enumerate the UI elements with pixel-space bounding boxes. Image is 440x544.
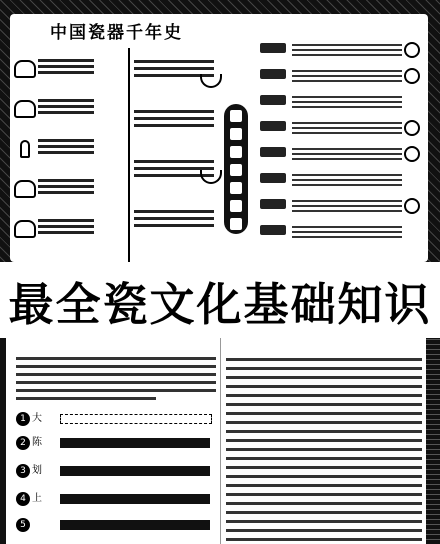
section-number: 3 xyxy=(16,464,30,478)
bowl-icon xyxy=(200,74,222,88)
right-edge-border xyxy=(426,338,440,544)
headline-band xyxy=(0,262,440,338)
left-edge-border xyxy=(0,338,6,544)
section-number: 1 xyxy=(16,412,30,426)
ceramic-thumbnail-icon xyxy=(14,60,36,78)
right-column xyxy=(260,40,420,262)
poster-image xyxy=(0,0,440,262)
timeline-row xyxy=(10,134,140,174)
section-number: 5 xyxy=(16,518,30,532)
section-label: 大 xyxy=(32,413,42,424)
vessel-icon xyxy=(404,120,420,136)
ceramic-thumbnail-icon xyxy=(14,220,36,238)
right-text-column xyxy=(226,352,422,544)
section-item xyxy=(16,490,216,512)
intro-paragraph xyxy=(16,352,216,405)
section-label: 陈 xyxy=(32,437,42,448)
section-item xyxy=(16,516,216,538)
poster-panel xyxy=(10,14,428,262)
poster-title: 中国瓷器千年史 xyxy=(50,23,183,43)
timeline-row xyxy=(10,54,140,94)
vessel-icon xyxy=(404,42,420,58)
ceramic-thumbnail-icon xyxy=(14,100,36,118)
vessel-icon xyxy=(404,68,420,84)
timeline-row xyxy=(10,214,140,254)
headline-title: 最全瓷文化基础知识 xyxy=(8,277,432,331)
ceramic-thumbnail-icon xyxy=(20,140,30,158)
ceramic-thumbnail-icon xyxy=(14,180,36,198)
section-label: 上 xyxy=(32,493,42,504)
vessel-icon xyxy=(404,198,420,214)
section-item xyxy=(16,462,216,484)
section-number: 4 xyxy=(16,492,30,506)
timeline-row xyxy=(10,174,140,214)
vertical-banner xyxy=(224,104,248,234)
timeline-mid-column xyxy=(134,44,224,254)
section-number: 2 xyxy=(16,436,30,450)
section-item xyxy=(16,410,216,432)
column-divider xyxy=(220,338,221,544)
vessel-icon xyxy=(404,146,420,162)
timeline-row xyxy=(10,94,140,134)
section-label: 划 xyxy=(32,465,42,476)
section-item xyxy=(16,434,216,456)
